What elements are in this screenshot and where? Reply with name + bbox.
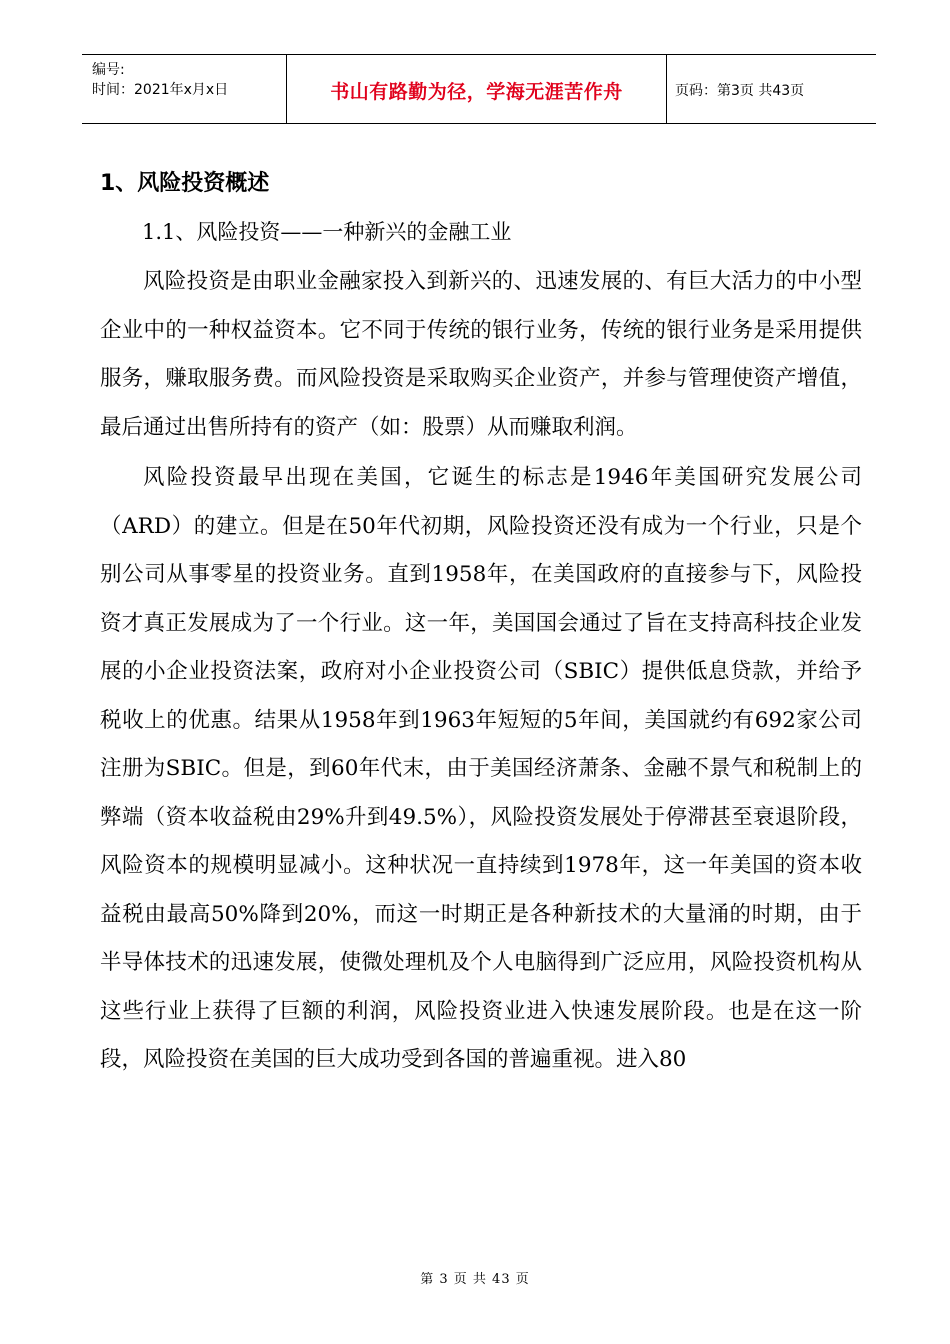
document-time-label: 时间：2021年x月x日 xyxy=(92,82,229,98)
page-footer: 第 3 页 共 43 页 xyxy=(420,1272,530,1287)
document-body xyxy=(100,162,862,1085)
section-heading: 1、风险投资概述 xyxy=(100,171,270,196)
header-page-info: 页码：第3页 共43页 xyxy=(675,83,805,99)
header-page-cell xyxy=(667,55,876,123)
header-meta-cell xyxy=(82,55,287,123)
header-motto: 书山有路勤为径，学海无涯苦作舟 xyxy=(330,81,623,103)
document-number-label: 编号: xyxy=(92,62,125,78)
body-paragraph: 风险投资最早出现在美国，它诞生的标志是1946年美国研究发展公司（ARD）的建立。但是在50年代初期，风险投资还没有成为一个行业，只是个别公司从事零星的投资业务。直到1958年，在美国政府的直接参与下，风险投资才真正发展成为了一个行业。这一年，美国国会通过了旨在支持高科技企业发展的小企业投资法案，政府对小企业投资公司（SBIC）提供低息贷款，并给予税收上的优惠。结果从1958年到1963年短短的5年间，美国就约有692家公司注册为SBIC。但是，到60年代末，由于美国经济萧条、金融不景气和税制上的弊端（资本收益税由29%升到49.5%），风险投资发展处于停滞甚至衰退阶段，风险资本的规模明显减小。这种状况一直持续到1978年，这一年美国的资本收益税由最高50%降到20%，而这一时期正是各种新技术的大量涌的时期，由于半导体技术的迅速发展，使微处理机及个人电脑得到广泛应用，风险投资机构从这些行业上获得了巨额的利润，风险投资业进入快速发展阶段。也是在这一阶段，风险投资在美国的巨大成功受到各国的普遍重视。进入80 xyxy=(100,465,862,1072)
body-paragraph: 风险投资是由职业金融家投入到新兴的、迅速发展的、有巨大活力的中小型企业中的一种权益资本。它不同于传统的银行业务，传统的银行业务是采用提供服务，赚取服务费。而风险投资是采取购买企业资产，并参与管理使资产增值，最后通过出售所持有的资产（如：股票）从而赚取利润。 xyxy=(100,269,862,440)
page-header xyxy=(82,54,876,124)
subsection-heading: 1.1、风险投资——一种新兴的金融工业 xyxy=(142,220,512,244)
header-motto-cell xyxy=(287,55,667,123)
